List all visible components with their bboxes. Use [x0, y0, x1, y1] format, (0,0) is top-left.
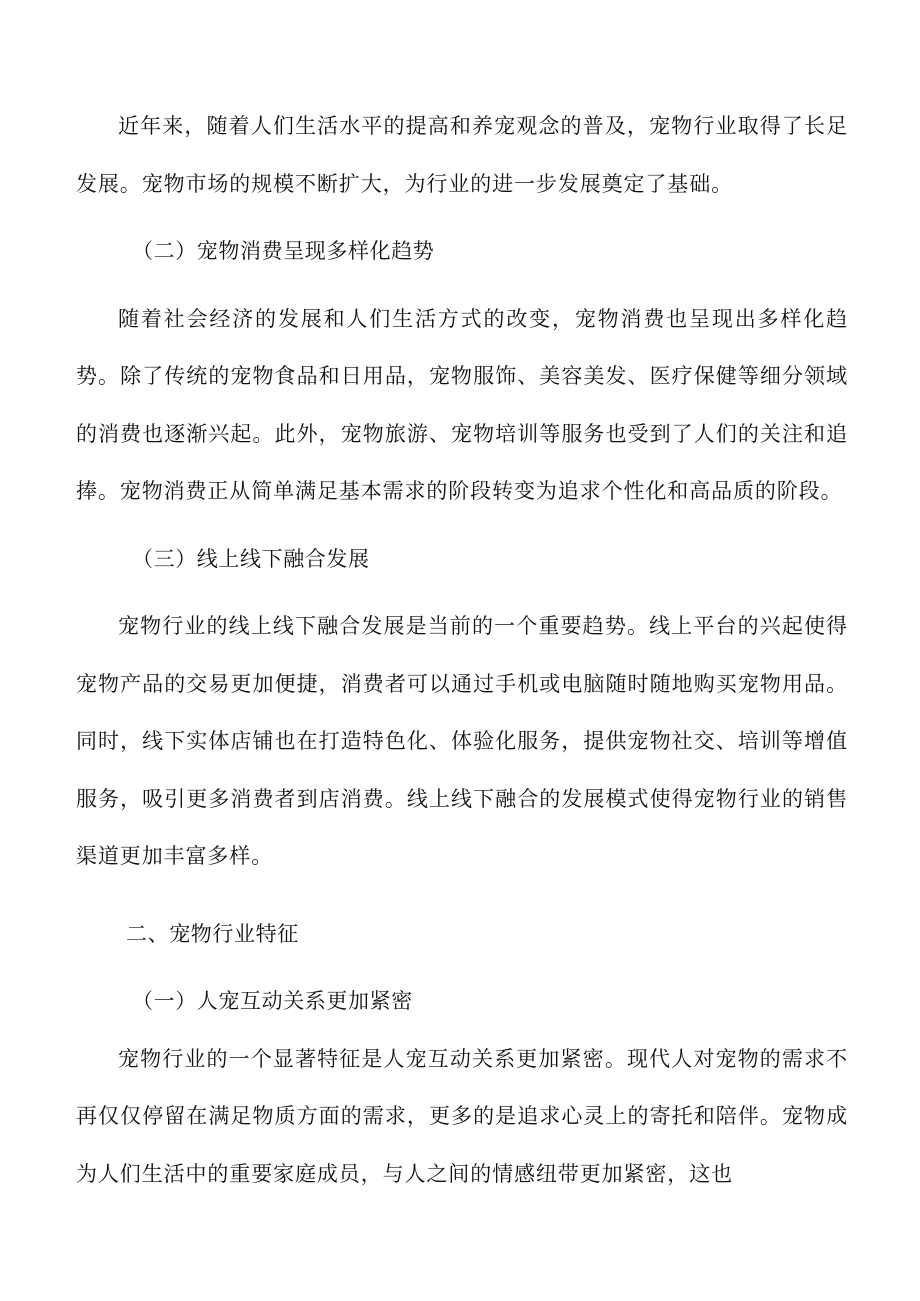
- paragraph-market-growth: 近年来，随着人们生活水平的提高和养宠观念的普及，宠物行业取得了长足发展。宠物市场的规模不断扩大，为行业的进一步发展奠定了基础。: [76, 114, 848, 196]
- subheading-diversified-consumption: （二）宠物消费呈现多样化趋势: [132, 239, 435, 263]
- paragraph-human-pet-interaction: 宠物行业的一个显著特征是人宠互动关系更加紧密。现代人对宠物的需求不再仅仅停留在满足物质方面的需求，更多的是追求心灵上的寄托和陪伴。宠物成为人们生活中的重要家庭成员，与人之间的情感纽带更加紧密，这也: [76, 1046, 848, 1186]
- document-page: [76, 98, 848, 1203]
- paragraph-diversified-consumption: 随着社会经济的发展和人们生活方式的改变，宠物消费也呈现出多样化趋势。除了传统的宠物食品和日用品，宠物服饰、美容美发、医疗保健等细分领域的消费也逐渐兴起。此外，宠物旅游、宠物培训等服务也受到了人们的关注和追捧。宠物消费正从简单满足基本需求的阶段转变为追求个性化和高品质的阶段。: [76, 306, 848, 503]
- section-heading-industry-features: 二、宠物行业特征: [126, 921, 299, 946]
- subheading-online-offline: （三）线上线下融合发展: [132, 546, 370, 571]
- subheading-human-pet-interaction: （一）人宠互动关系更加紧密: [132, 989, 413, 1013]
- paragraph-online-offline: 宠物行业的线上线下融合发展是当前的一个重要趋势。线上平台的兴起使得宠物产品的交易更加便捷，消费者可以通过手机或电脑随时随地购买宠物用品。同时，线下实体店铺也在打造特色化、体验化服务，提供宠物社交、培训等增值服务，吸引更多消费者到店消费。线上线下融合的发展模式使得宠物行业的销售渠道更加丰富多样。: [76, 614, 848, 868]
